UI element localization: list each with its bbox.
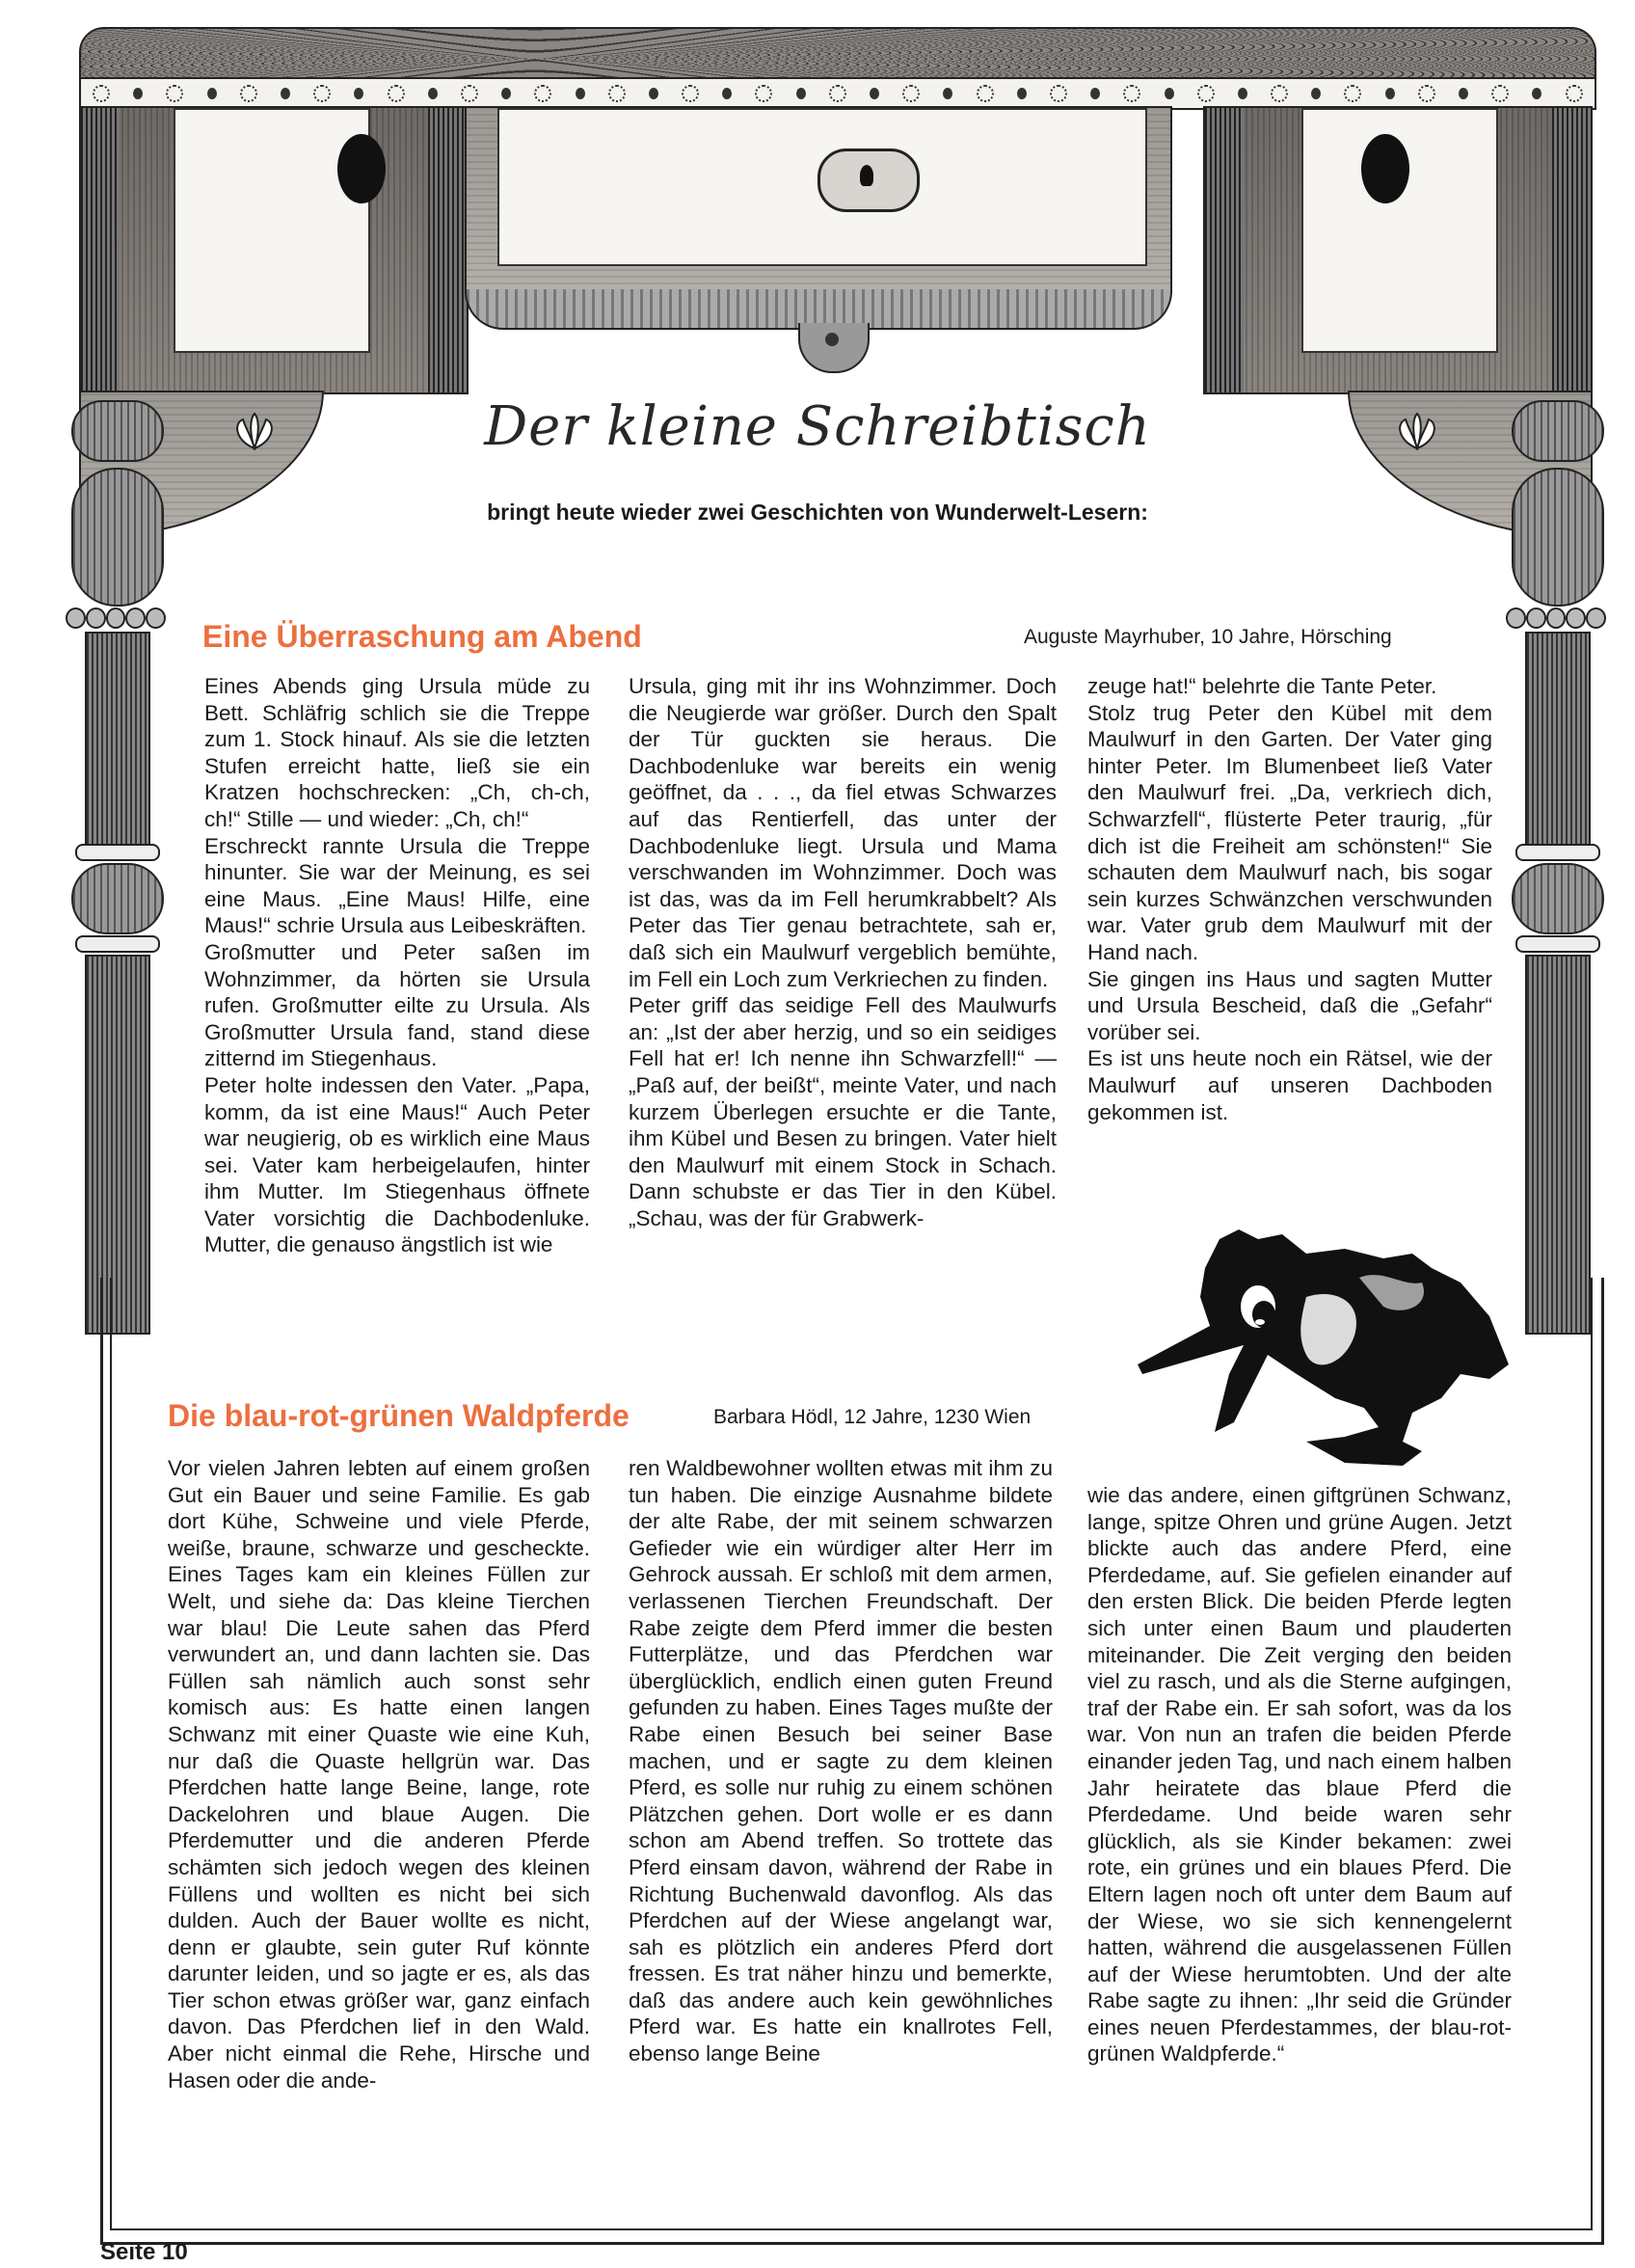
- story-title-2: Die blau-rot-grünen Waldpferde: [168, 1398, 630, 1433]
- paragraph: Eines Abends ging Ursula müde zu Bett. Schläfrig schlich sie die Treppe zum 1. Stock hinauf. Als sie die letzten Stufen erreicht hatte, ließ sie ein Kratzen hochschrecken: „Ch, ch-ch, ch!“ Stille — und wieder: „Ch, ch!“: [204, 674, 590, 831]
- paragraph: Peter holte indessen den Vater. „Papa, komm, da ist eine Maus!“ Auch Peter war neugierig, ob es wirklich eine Maus sei. Vater kam herbeigelaufen, hinter ihm Mutter. Im Stiegenhaus öffnete Vater vorsichtig die Dachbodenluke. Mutter, die genauso ängstlich ist wie: [204, 1072, 590, 1257]
- right-cabinet: [1203, 106, 1593, 394]
- paragraph: zeuge hat!“ belehrte die Tante Peter.: [1087, 674, 1437, 698]
- story-1-column-3: [1087, 673, 1492, 1125]
- story-1-column-2: [629, 673, 1057, 1231]
- carved-apron: [465, 289, 1172, 330]
- page-number: Seite 10: [100, 2239, 188, 2265]
- story-2-column-2: [629, 1455, 1053, 2067]
- story-2-column-3: [1087, 1482, 1512, 2067]
- paragraph: Vor vielen Jahren lebten auf einem großen Gut ein Bauer und seine Familie. Es gab dort Kühe, Schweine und viele Pferde, weiße, braune, schwarze und gescheckte. Eines Tages kam ein kleines Füllen zur Welt, und siehe da: Das kleine Tierchen war blau! Die Leute sahen das Pferd verwundert an, und dann lachten sie. Das Füllen sah nämlich auch sonst sehr komisch aus: Es hatte einen langen Schwanz mit einer Quaste wie eine Kuh, nur daß die Quaste hellgrün war. Das Pferdchen hatte lange Beine, lange, rote Dackelohren und blaue Augen. Die Pferdemutter und die anderen Pferde schämten sich jedoch wegen des kleinen Füllens und wollten es nicht bei sich dulden. Auch der Bauer wollte es nicht, denn er glaubte, sein guter Ruf könnte darunter leiden, und so jagte er es, als das Tier schon etwas größer war, ganz einfach davon. Das Pferdchen lief in den Wald. Aber nicht einmal die Rehe, Hirsche und Hasen oder die ande-: [168, 1456, 590, 2092]
- paragraph: ren Waldbewohner wollten etwas mit ihm zu tun haben. Die einzige Ausnahme bildete der alte Rabe, der mit seinem schwarzen Gefieder wie ein würdiger alter Herr im Gehrock aussah. Er schloß mit dem armen, verlassenen Tierchen Freundschaft. Der Rabe zeigte dem Pferd immer die besten Futterplätze, und das Pferdchen war überglücklich, endlich einen guten Freund gefunden zu haben. Eines Tages mußte der Rabe einen Besuch bei seiner Base machen, und er sagte zu dem kleinen Pferd, es solle nur ruhig zu einem schönen Plätzchen gehen. Dort wolle er es dann schon am Abend treffen. So trottete das Pferd einsam davon, während der Rabe in Richtung Buchenwald davonflog. Als das Pferdchen auf der Wiese angelangt war, sah es plötzlich ein anderes Pferd dort fressen. Es trat näher hinzu und bemerkte, daß das andere auch kein gewöhnliches Pferd war. Es hatte ein knallrotes Fell, ebenso lange Beine: [629, 1456, 1053, 2066]
- drawer-panel: [497, 108, 1147, 266]
- paragraph: Stolz trug Peter den Kübel mit dem Maulwurf in den Garten. Der Vater ging hinter Peter. Im Blumenbeet ließ Vater den Maulwurf frei. „Da, verkriech dich, Schwarzfell“, flüsterte Peter traurig, „für dich ist die Freiheit am schönsten!“ Sie schauten dem Maulwurf nach, bis sogar sein kurzes Schwänzchen verschwunden war. Vater grub dem Maulwurf mit der Hand nach.: [1087, 700, 1492, 964]
- story-2-column-1: [168, 1455, 590, 2093]
- raven-illustration: [1113, 1210, 1518, 1475]
- desk-top-board: [79, 27, 1596, 81]
- column-title: Der kleine Schreibtisch: [484, 395, 1151, 458]
- story-title-1: Eine Überraschung am Abend: [202, 619, 642, 654]
- left-turned-leg: [71, 391, 160, 1331]
- left-cabinet-panel: [174, 108, 370, 353]
- paragraph: Erschreckt rannte Ursula die Treppe hinunter. Sie war der Meinung, es sei eine Maus. „Eine Maus! Hilfe, eine Maus!“ schrie Ursula aus Leibeskräften.: [204, 833, 590, 938]
- right-turned-leg: [1512, 391, 1600, 1331]
- story-1-column-1: [204, 673, 590, 1258]
- paragraph: Peter griff das seidige Fell des Maulwurfs an: „Ist der aber herzig, und so ein seidiges Fell hat er! Ich nenne ihn Schwarzfell!“ — „Paß auf, der beißt“, meinte Vater, und nach kurzem Überlegen ersuchte er die Tante, ihm Kübel und Besen zu bringen. Vater hielt den Maulwurf mit einem Stock in Schach. Dann schubste er das Tier in den Kübel. „Schau, was der für Grabwerk-: [629, 993, 1057, 1230]
- left-cabinet: [79, 106, 469, 394]
- knob-icon: [1361, 134, 1409, 203]
- paragraph: wie das andere, einen giftgrünen Schwanz, lange, spitze Ohren und grüne Augen. Jetzt blickte auch das andere Pferd, eine Pferdedame, auf. Sie gefielen einander auf den ersten Blick. Die beiden Pferde legten sich unter einen Baum und plauderten miteinander. Die Zeit verging den beiden viel zu rasch, und als die Sterne aufgingen, traf der Rabe ein. Er sah sofort, was da los war. Von nun an trafen die beiden Pferde einander jeden Tag, und nach einem halben Jahr heiratete das blaue Pferd die Pferdedame. Und beide waren sehr glücklich, als sie Kinder bekamen: zwei rote, ein grünes und ein blaues Pferd. Die Eltern lagen noch oft unter dem Baum auf der Wiese, wo sie sich kennengelernt hatten, während die ausgelassenen Füllen auf der Wiese herumtobten. Und der alte Rabe sagte zu ihnen: „Ihr seid die Gründer eines neuen Pferdestammes, der blau-rot-grünen Waldpferde.“: [1087, 1483, 1512, 2066]
- paragraph: Es ist uns heute noch ein Rätsel, wie der Maulwurf auf unseren Dachboden gekommen ist.: [1087, 1046, 1492, 1124]
- story-byline-1: Auguste Mayrhuber, 10 Jahre, Hörsching: [1024, 626, 1392, 648]
- paragraph: Großmutter und Peter saßen im Wohnzimmer, da hörten sie Ursula rufen. Großmutter eilte zu Ursula. Als Großmutter Ursula fand, stand diese zitternd im Stiegenhaus.: [204, 939, 590, 1071]
- paragraph: Ursula, ging mit ihr ins Wohnzimmer. Doch die Neugierde war größer. Durch den Spalt der Tür guckten sie heraus. Die Dachbodenluke war bereits ein wenig geöffnet, da . . ., da fiel etwas Schwarzes auf das Rentierfell, das unter der Dachbodenluke liegt. Ursula und Mama verschwanden im Wohnzimmer. Doch was ist das, was da im Fell herumkrabbelt? Als Peter das Tier genau betrachtete, sah er, daß sich ein Maulwurf vergeblich bemühte, im Fell ein Loch zum Verkriechen zu finden.: [629, 674, 1057, 991]
- intro-line: bringt heute wieder zwei Geschichten von Wunderwelt-Lesern:: [487, 500, 1148, 525]
- knob-icon: [337, 134, 386, 203]
- keyhole-icon: [818, 148, 920, 212]
- apron-ornament: [798, 323, 870, 373]
- right-cabinet-panel: [1301, 108, 1498, 353]
- center-drawer: [465, 106, 1172, 293]
- flower-ornament-band: [79, 77, 1596, 110]
- story-byline-2: Barbara Hödl, 12 Jahre, 1230 Wien: [713, 1406, 1032, 1428]
- raven-icon: [1138, 1229, 1509, 1466]
- paragraph: Sie gingen ins Haus und sagten Mutter und Ursula Bescheid, daß die „Gefahr“ vorüber sei.: [1087, 966, 1492, 1044]
